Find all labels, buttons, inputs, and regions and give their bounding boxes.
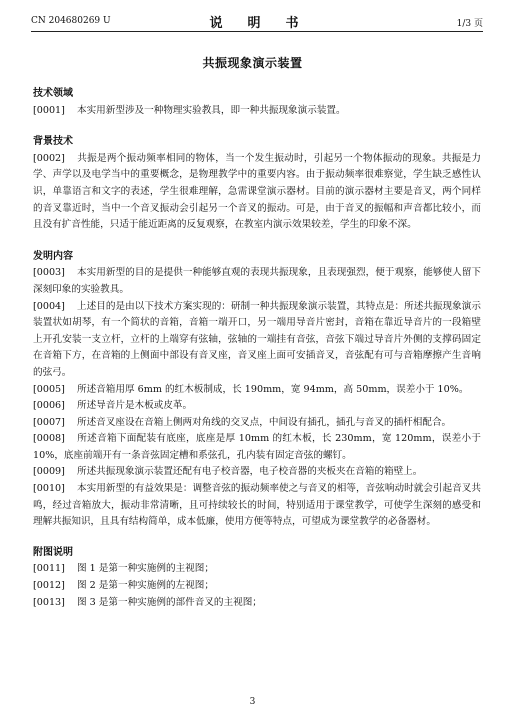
section-heading-tech: 技术领域	[33, 88, 73, 99]
paragraph-number: [0005]	[33, 383, 65, 395]
paragraph-0012	[33, 578, 481, 595]
patent-number: CN 204680269 U	[31, 16, 111, 26]
paragraph-text: 本实用新型涉及一种物理实验教具，即一种共振现象演示装置。	[77, 104, 346, 116]
section-heading-background: 背景技术	[33, 136, 73, 148]
paragraph-text: 本实用新型的目的是提供一种能够直观的表现共振现象，且表现强烈，便于观察，能够使人留下深刻印象的实验教具。	[33, 267, 481, 295]
paragraph-text: 上述目的是由以下技术方案实现的：研制一种共振现象演示装置，其特点是：所述共振现象演示装置状如胡琴，有一个简状的音箱，音箱一端开口，另一端用导音片密封，音箱在靠近导音片的一段箱壁上开孔安装一支立杆，立杆的上端穿有弦轴，弦轴的一端挂有音弦，音弦下端过导音片外侧的支撑码固定在音箱下方，在音箱的上侧面中部设有音叉座，音叉座上面可安插音叉，音弦配有可与音箱摩擦产生音响的弦弓。	[33, 300, 481, 378]
paragraph-number: [0004]	[33, 300, 65, 312]
paragraph-0001	[33, 103, 481, 120]
paragraph-0004	[33, 299, 481, 382]
section-heading-figures: 附图说明	[33, 546, 73, 558]
paragraph-0007	[33, 415, 481, 432]
paragraph-text: 本实用新型的有益效果是：调整音弦的振动频率使之与音叉的相等，音弦响动时就会引起音叉共鸣，经过音箱放大，振动非常清晰，且可持续较长的时间，特别适用于课堂教学，可使学生深刻的感受和理解共振知识，且具有结构简单，成本低廉，使用方便等特点，可望成为课堂教学的必备器材。	[33, 483, 481, 528]
section-heading-invention: 发明内容	[33, 250, 73, 262]
paragraph-number: [0006]	[33, 400, 65, 412]
paragraph-text: 所述音叉座设在音箱上侧两对角线的交叉点，中间设有插孔，插孔与音叉的插杆相配合。	[77, 416, 452, 428]
paragraph-text: 所述音箱下面配装有底座，底座是厚 10mm 的红木板，长 230mm，宽 120mm，误差小于 10%，底座前端开有一条音弦固定槽和系弦孔，孔内装有固定音弦的螺钉。	[33, 433, 481, 461]
paragraph-text: 共振是两个振动频率相同的物体，当一个发生振动时，引起另一个物体振动的现象。共振是力学、声学以及电学当中的重要概念，是物理教学中的重要内容。由于振动频率很难察觉，学生缺乏感性认识，单靠语言和文字的表述，学生很难理解，急需课堂演示器材。目前的演示器材主要是音叉，两个同样的音叉靠近时，当中一个音叉振动会引起另一个音叉的振动。可是，由于音叉的振幅和声音都比较小，而且没有扩音性能，只适于能近距离的反复观察，在教室内演示效果较差，学生的印象不深。	[33, 152, 481, 231]
paragraph-number: [0008]	[33, 433, 65, 445]
paragraph-number: [0013]	[33, 596, 65, 608]
document-type-label: 说 明 书	[209, 16, 305, 31]
document-body	[33, 84, 481, 611]
paragraph-number: [0003]	[33, 267, 65, 279]
header-divider	[31, 31, 483, 32]
paragraph-text: 图 3 是第一种实施例的部件音叉的主视图；	[77, 596, 262, 608]
paragraph-number: [0001]	[33, 104, 65, 116]
paragraph-0010	[33, 481, 481, 531]
paragraph-0002	[33, 151, 481, 234]
paragraph-number: [0009]	[33, 466, 65, 478]
paragraph-0011	[33, 561, 481, 578]
paragraph-text: 图 2 是第一种实施例的左视图；	[77, 580, 214, 592]
paragraph-0008	[33, 431, 481, 464]
paragraph-0005	[33, 382, 481, 399]
paragraph-0013	[33, 595, 481, 612]
paragraph-text: 所述导音片是木板或皮革。	[77, 400, 193, 412]
page-number: 3	[249, 697, 256, 707]
page-indicator: 1/3 页	[456, 19, 483, 29]
paragraph-number: [0012]	[33, 580, 65, 592]
paragraph-text: 所述音箱用厚 6mm 的红木板制成，长 190mm，宽 94mm，高 50mm，误差小于 10%。	[77, 383, 469, 395]
paragraph-number: [0011]	[33, 563, 65, 575]
paragraph-0003	[33, 265, 481, 298]
paragraph-text: 图 1 是第一种实施例的主视图；	[77, 563, 214, 575]
paragraph-number: [0010]	[33, 483, 65, 495]
paragraph-0006	[33, 398, 481, 415]
paragraph-number: [0007]	[33, 416, 65, 428]
paragraph-number: [0002]	[33, 152, 65, 164]
paragraph-0009	[33, 464, 481, 481]
page-header	[31, 10, 483, 30]
paragraph-text: 所述共振现象演示装置还配有电子校音器，电子校音器的夹板夹在音箱的箱壁上。	[77, 466, 423, 478]
document-title: 共振现象演示装置	[202, 56, 303, 70]
